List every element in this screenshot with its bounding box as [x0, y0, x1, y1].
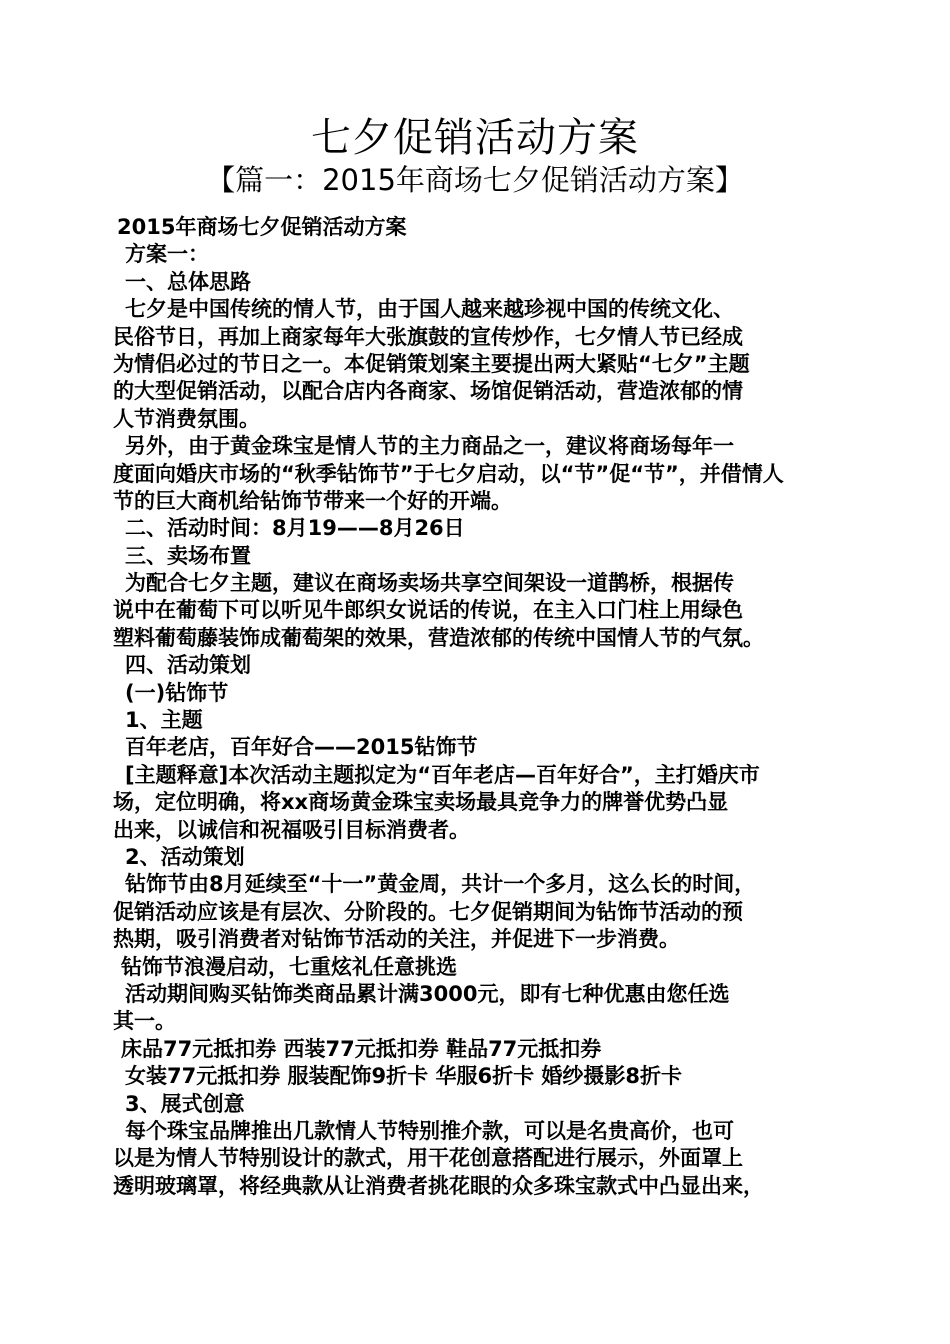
body-line: 活动期间购买钻饰类商品累计满3000元，即有七种优惠由您任选 [125, 981, 730, 1006]
body-line: 方案一： [125, 242, 209, 267]
body-line: 度面向婚庆市场的“秋季钻饰节”于七夕启动，以“节”促“节”，并借情人 [113, 461, 784, 486]
body-line: 一、总体思路 [125, 269, 251, 294]
body-line: 1、主题 [125, 708, 203, 733]
body-line: 说中在葡萄下可以听见牛郎织女说话的传说，在主入口门柱上用绿色 [113, 598, 743, 623]
body-line: 热期，吸引消费者对钻饰节活动的关注，并促进下一步消费。 [113, 927, 680, 952]
body-line: 民俗节日，再加上商家每年大张旗鼓的宣传炒作，七夕情人节已经成 [113, 324, 743, 349]
body-line: 其一。 [113, 1009, 176, 1034]
body-line: 透明玻璃罩，将经典款从让消费者挑花眼的众多珠宝款式中凸显出来， [113, 1173, 764, 1198]
body-line: 钻饰节由8月延续至“十一”黄金周，共计一个多月，这么长的时间， [125, 872, 756, 897]
body-line: 床品77元抵扣券 西装77元抵扣券 鞋品77元抵扣券 [121, 1036, 602, 1061]
body-line: 二、活动时间：8月19——8月26日 [125, 516, 465, 541]
body-line: 促销活动应该是有层次、分阶段的。七夕促销期间为钻饰节活动的预 [113, 899, 743, 924]
document-title: 七夕促销活动方案 [311, 115, 639, 161]
body-line: 七夕是中国传统的情人节，由于国人越来越珍视中国的传统文化、 [125, 297, 734, 322]
body-line: 女装77元抵扣券 服装配饰9折卡 华服6折卡 婚纱摄影8折卡 [125, 1064, 682, 1089]
body-line: 以是为情人节特别设计的款式，用干花创意搭配进行展示，外面罩上 [113, 1146, 743, 1171]
body-line: 2、活动策划 [125, 844, 245, 869]
body-line: 塑料葡萄藤装饰成葡萄架的效果，营造浓郁的传统中国情人节的气氛。 [113, 625, 764, 650]
body-line: 为配合七夕主题，建议在商场卖场共享空间架设一道鹊桥，根据传 [125, 571, 734, 596]
document-subtitle: 【篇一：2015年商场七夕促销活动方案】 [206, 163, 744, 197]
body-line: 3、展式创意 [125, 1091, 245, 1116]
body-line: (一)钻饰节 [125, 680, 229, 705]
body-line: 人节消费氛围。 [113, 406, 260, 431]
body-line: 2015年商场七夕促销活动方案 [117, 215, 407, 239]
body-line: 出来，以诚信和祝福吸引目标消费者。 [113, 817, 470, 842]
body-line: 三、卖场布置 [125, 543, 251, 568]
body-line: 节的巨大商机给钻饰节带来一个好的开端。 [113, 488, 512, 513]
body-line: [主题释意]本次活动主题拟定为“百年老店—百年好合”，主打婚庆市 [125, 762, 760, 787]
body-line: 场，定位明确，将xx商场黄金珠宝卖场最具竞争力的牌誉优势凸显 [113, 790, 729, 815]
body-line: 百年老店，百年好合——2015钻饰节 [125, 735, 478, 760]
body-line: 另外，由于黄金珠宝是情人节的主力商品之一，建议将商场每年一 [125, 434, 734, 459]
document-body [113, 214, 853, 1200]
body-line: 钻饰节浪漫启动，七重炫礼任意挑选 [121, 954, 457, 979]
body-line: 四、活动策划 [125, 653, 251, 678]
body-line: 为情侣必过的节日之一。本促销策划案主要提出两大紧贴“七夕”主题 [113, 351, 750, 376]
body-line: 的大型促销活动，以配合店内各商家、场馆促销活动，营造浓郁的情 [113, 379, 743, 404]
body-line: 每个珠宝品牌推出几款情人节特别推介款，可以是名贵高价，也可 [125, 1118, 734, 1143]
